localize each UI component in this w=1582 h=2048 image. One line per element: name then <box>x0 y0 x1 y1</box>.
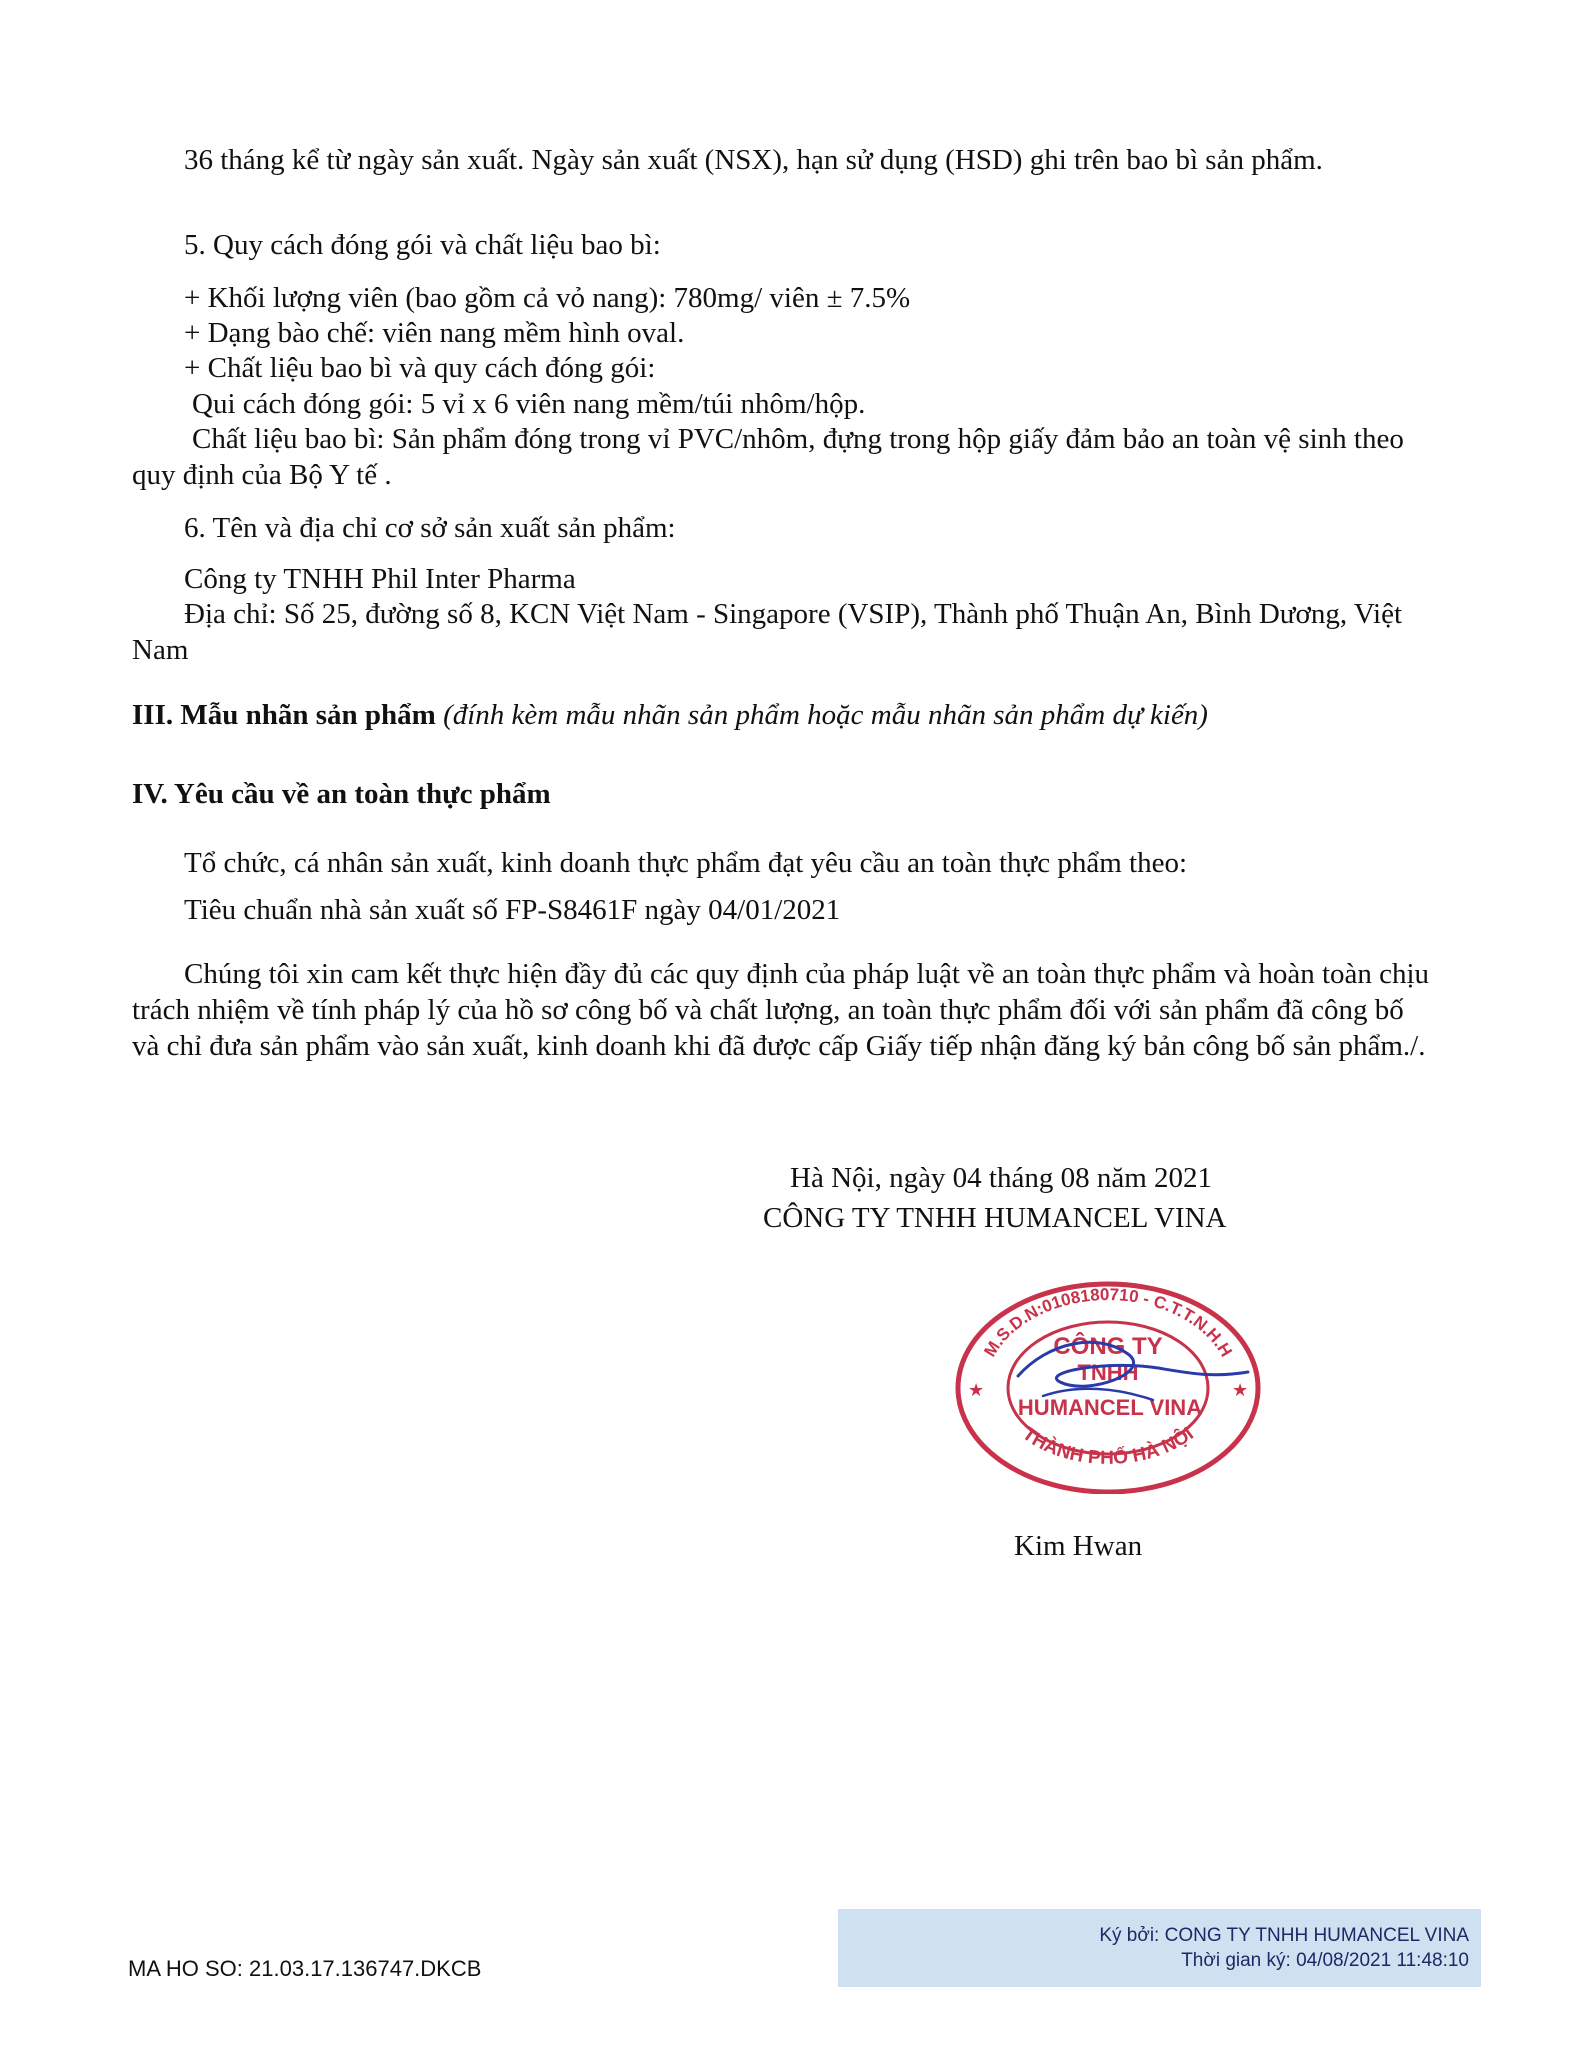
packaging-item-material: + Chất liệu bao bì và quy cách đóng gói: <box>184 352 656 384</box>
stamp-star-left: ★ <box>968 1380 985 1400</box>
packaging-item-form: + Dạng bào chế: viên nang mềm hình oval. <box>184 317 685 349</box>
section-3-heading: III. Mẫu nhãn sản phẩm <box>132 699 436 731</box>
section-3-note: (đính kèm mẫu nhãn sản phẩm hoặc mẫu nhãn sản phẩm dự kiến) <box>443 699 1208 731</box>
signed-time: Thời gian ký: 04/08/2021 11:48:10 <box>1181 1950 1469 1971</box>
section-6-title: 6. Tên và địa chỉ cơ sở sản xuất sản phẩm: <box>184 512 676 544</box>
section-4-heading: IV. Yêu cầu về an toàn thực phẩm <box>132 778 551 810</box>
packaging-item-weight: + Khối lượng viên (bao gồm cả vỏ nang): 780mg/ viên ± 7.5% <box>184 282 911 314</box>
manufacturer-name: Công ty TNHH Phil Inter Pharma <box>184 563 576 595</box>
digital-signature-box <box>838 1909 1481 1987</box>
signature-place-date: Hà Nội, ngày 04 tháng 08 năm 2021 <box>790 1162 1213 1194</box>
stamp-bottom-text: THÀNH PHỐ HÀ NỘI <box>1018 1423 1198 1469</box>
manufacturer-address: Địa chỉ: Số 25, đường số 8, KCN Việt Nam - Singapore (VSIP), Thành phố Thuận An, Bình Dương, Việt Nam <box>132 598 1403 666</box>
stamp-center-line-1: CÔNG TY <box>1053 1333 1163 1360</box>
shelf-life-paragraph: 36 tháng kể từ ngày sản xuất. Ngày sản xuất (NSX), hạn sử dụng (HSD) ghi trên bao bì sản phẩm. <box>184 144 1323 176</box>
stamp-ring-text: M.S.D.N:0108180710 - C.T.T.N.H.H <box>980 1284 1236 1361</box>
section-5-title: 5. Quy cách đóng gói và chất liệu bao bì: <box>184 229 661 261</box>
stamp-center-line-2: TNHH <box>1077 1360 1139 1385</box>
signed-by: Ký bởi: CONG TY TNHH HUMANCEL VINA <box>1099 1925 1469 1946</box>
company-seal <box>948 1272 1268 1494</box>
section-3-heading-line <box>132 697 1208 733</box>
signature-company: CÔNG TY TNHH HUMANCEL VINA <box>763 1202 1227 1234</box>
section-4-line-2: Tiêu chuẩn nhà sản xuất số FP-S8461F ngày 04/01/2021 <box>184 894 841 926</box>
signer-name: Kim Hwan <box>1014 1530 1143 1562</box>
stamp-star-right: ★ <box>1232 1380 1249 1400</box>
record-code: MA HO SO: 21.03.17.136747.DKCB <box>128 1956 482 1981</box>
packaging-spec: Qui cách đóng gói: 5 vỉ x 6 viên nang mềm/túi nhôm/hộp. <box>192 388 866 420</box>
commitment-paragraph: Chúng tôi xin cam kết thực hiện đầy đủ các quy định của pháp luật về an toàn thực phẩm và hoàn toàn chịu trách nhiệm về tính pháp lý của hồ sơ công bố và chất lượng, an toàn thực phẩm đối với sản phẩm đã công bố và chỉ đưa sản phẩm vào sản xuất, kinh doanh khi đã được cấp Giấy tiếp nhận đăng ký bản công bố sản phẩm./. <box>132 958 1430 1062</box>
section-4-line-1: Tổ chức, cá nhân sản xuất, kinh doanh thực phẩm đạt yêu cầu an toàn thực phẩm theo: <box>184 847 1188 879</box>
packaging-material-paragraph: Chất liệu bao bì: Sản phẩm đóng trong vỉ PVC/nhôm, đựng trong hộp giấy đảm bảo an toàn vệ sinh theo quy định của Bộ Y tế . <box>132 423 1404 491</box>
stamp-center-line-3: HUMANCEL VINA <box>1017 1395 1203 1420</box>
